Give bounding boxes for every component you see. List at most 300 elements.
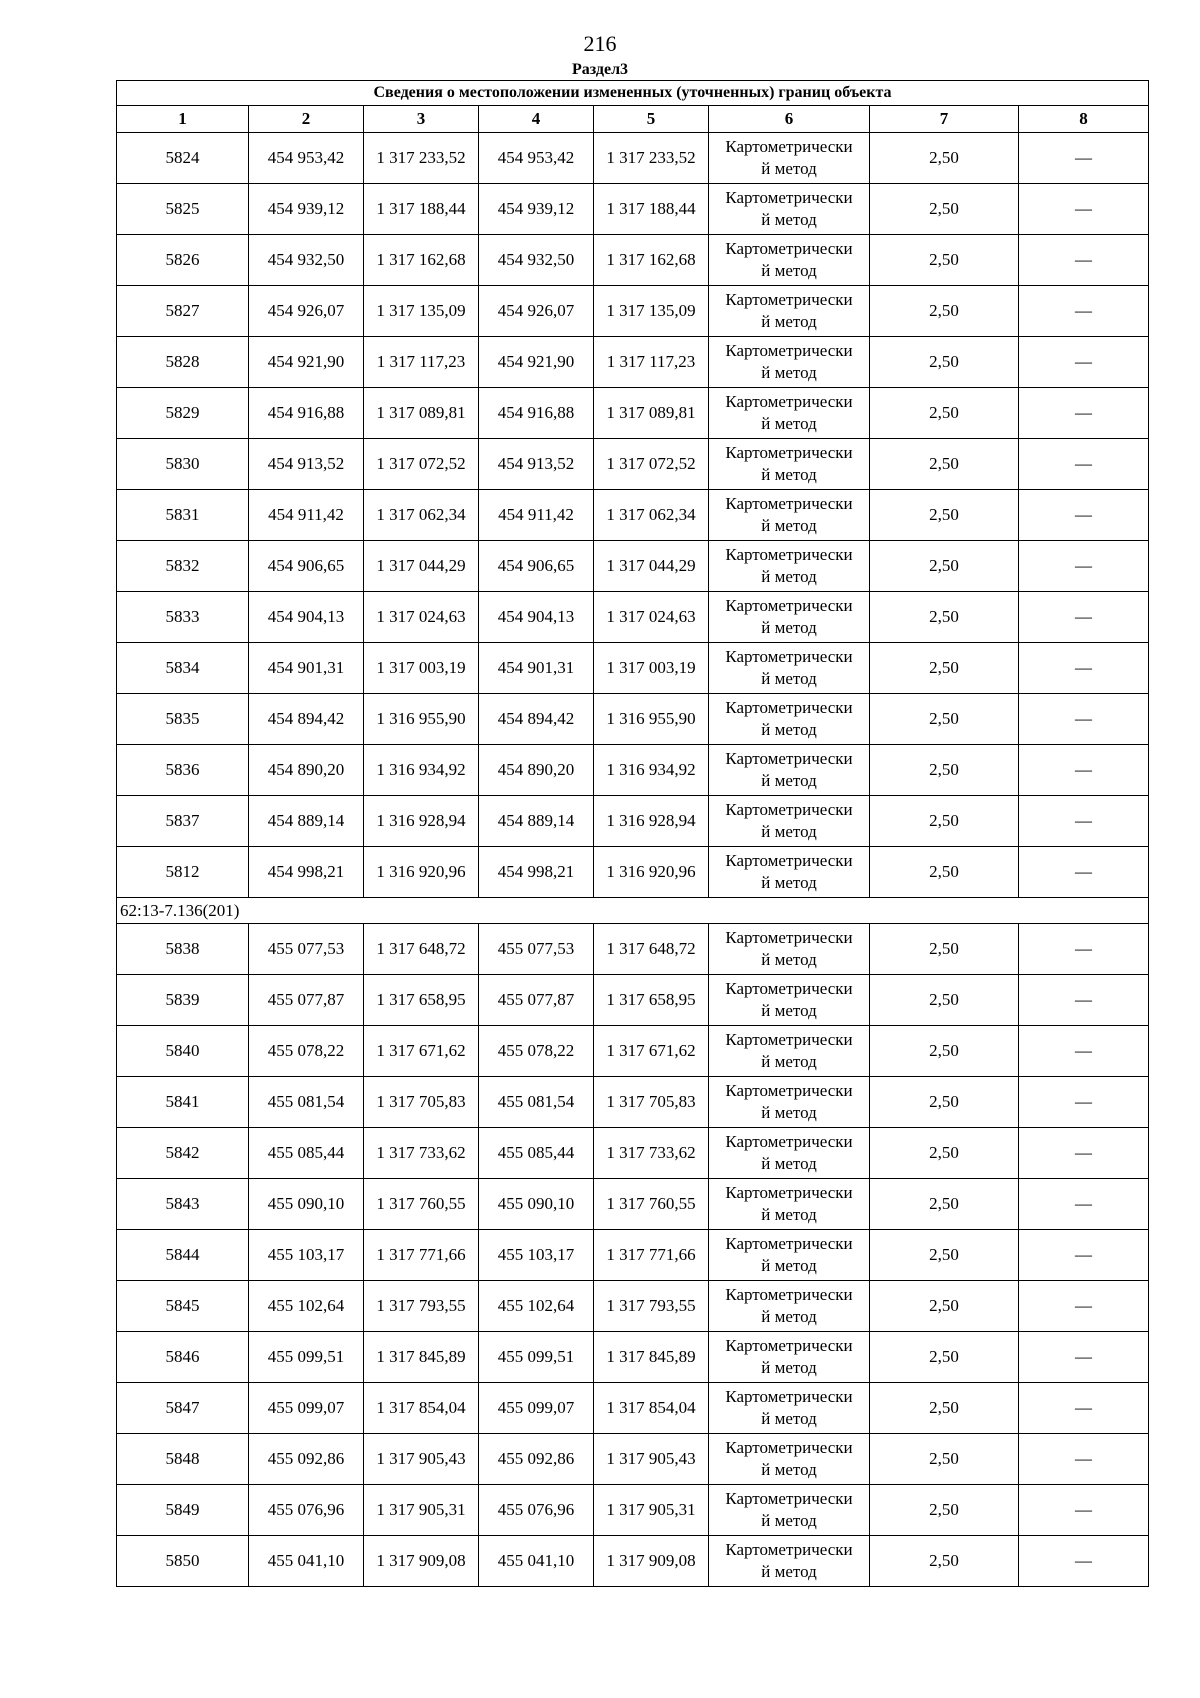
accuracy-cell: 2,50 [870, 490, 1019, 541]
table-row [117, 1281, 1149, 1332]
x-coordinate-cell: 455 077,87 [479, 975, 594, 1026]
x-coordinate-cell: 455 076,96 [249, 1485, 364, 1536]
y-coordinate-cell: 1 317 733,62 [364, 1128, 479, 1179]
point-number-cell: 5831 [117, 490, 249, 541]
point-number-cell: 5848 [117, 1434, 249, 1485]
y-coordinate-cell: 1 316 955,90 [594, 694, 709, 745]
accuracy-cell: 2,50 [870, 796, 1019, 847]
table-row [117, 847, 1149, 898]
empty-value-dash: — [1019, 1128, 1149, 1179]
point-number-cell: 5840 [117, 1026, 249, 1077]
y-coordinate-cell: 1 317 771,66 [364, 1230, 479, 1281]
y-coordinate-cell: 1 317 233,52 [594, 133, 709, 184]
method-cell [709, 1128, 870, 1179]
method-text-line-1: Картометрически [725, 1540, 853, 1559]
x-coordinate-cell: 454 911,42 [249, 490, 364, 541]
method-text-line-1: Картометрически [725, 1387, 853, 1406]
empty-value-dash: — [1019, 133, 1149, 184]
x-coordinate-cell: 454 916,88 [249, 388, 364, 439]
y-coordinate-cell: 1 317 062,34 [364, 490, 479, 541]
y-coordinate-cell: 1 317 003,19 [364, 643, 479, 694]
x-coordinate-cell: 454 901,31 [479, 643, 594, 694]
y-coordinate-cell: 1 317 162,68 [594, 235, 709, 286]
x-coordinate-cell: 455 081,54 [249, 1077, 364, 1128]
point-number-cell: 5824 [117, 133, 249, 184]
table-title: Сведения о местоположении измененных (уточненных) границ объекта [117, 81, 1149, 106]
method-text-line-1: Картометрически [725, 1489, 853, 1508]
y-coordinate-cell: 1 317 671,62 [364, 1026, 479, 1077]
accuracy-cell: 2,50 [870, 694, 1019, 745]
empty-value-dash: — [1019, 1179, 1149, 1230]
point-number-cell: 5842 [117, 1128, 249, 1179]
accuracy-cell: 2,50 [870, 337, 1019, 388]
point-number-cell: 5847 [117, 1383, 249, 1434]
x-coordinate-cell: 454 932,50 [479, 235, 594, 286]
x-coordinate-cell: 454 904,13 [249, 592, 364, 643]
method-text-line-1: Картометрически [725, 392, 853, 411]
y-coordinate-cell: 1 317 909,08 [364, 1536, 479, 1587]
table-row [117, 796, 1149, 847]
empty-value-dash: — [1019, 847, 1149, 898]
section-title: Раздел3 [571, 61, 629, 78]
y-coordinate-cell: 1 316 934,92 [364, 745, 479, 796]
method-cell [709, 745, 870, 796]
x-coordinate-cell: 454 904,13 [479, 592, 594, 643]
point-number-cell: 5839 [117, 975, 249, 1026]
method-cell [709, 184, 870, 235]
y-coordinate-cell: 1 317 671,62 [594, 1026, 709, 1077]
empty-value-dash: — [1019, 592, 1149, 643]
accuracy-cell: 2,50 [870, 439, 1019, 490]
method-text-line-2: й метод [761, 414, 817, 433]
y-coordinate-cell: 1 316 928,94 [364, 796, 479, 847]
empty-value-dash: — [1019, 286, 1149, 337]
empty-value-dash: — [1019, 490, 1149, 541]
table-row [117, 643, 1149, 694]
x-coordinate-cell: 455 041,10 [479, 1536, 594, 1587]
x-coordinate-cell: 455 103,17 [249, 1230, 364, 1281]
point-number-cell: 5827 [117, 286, 249, 337]
method-text-line-1: Картометрически [725, 749, 853, 768]
x-coordinate-cell: 455 099,07 [249, 1383, 364, 1434]
y-coordinate-cell: 1 316 920,96 [364, 847, 479, 898]
method-text-line-1: Картометрически [725, 545, 853, 564]
y-coordinate-cell: 1 317 117,23 [594, 337, 709, 388]
x-coordinate-cell: 455 041,10 [249, 1536, 364, 1587]
method-cell [709, 1383, 870, 1434]
column-number-row [117, 106, 1149, 133]
x-coordinate-cell: 454 916,88 [479, 388, 594, 439]
y-coordinate-cell: 1 317 024,63 [594, 592, 709, 643]
method-cell [709, 1026, 870, 1077]
method-cell [709, 388, 870, 439]
y-coordinate-cell: 1 317 905,31 [364, 1485, 479, 1536]
method-cell [709, 847, 870, 898]
accuracy-cell: 2,50 [870, 286, 1019, 337]
accuracy-cell: 2,50 [870, 1383, 1019, 1434]
table-row [117, 1179, 1149, 1230]
x-coordinate-cell: 454 926,07 [249, 286, 364, 337]
method-text-line-2: й метод [761, 210, 817, 229]
coordinates-table [116, 80, 1149, 1587]
y-coordinate-cell: 1 317 793,55 [364, 1281, 479, 1332]
x-coordinate-cell: 455 090,10 [479, 1179, 594, 1230]
y-coordinate-cell: 1 317 771,66 [594, 1230, 709, 1281]
x-coordinate-cell: 455 103,17 [479, 1230, 594, 1281]
method-text-line-1: Картометрически [725, 851, 853, 870]
point-number-cell: 5850 [117, 1536, 249, 1587]
method-text-line-2: й метод [761, 720, 817, 739]
point-number-cell: 5812 [117, 847, 249, 898]
x-coordinate-cell: 454 889,14 [249, 796, 364, 847]
x-coordinate-cell: 454 932,50 [249, 235, 364, 286]
empty-value-dash: — [1019, 796, 1149, 847]
y-coordinate-cell: 1 317 024,63 [364, 592, 479, 643]
x-coordinate-cell: 455 078,22 [479, 1026, 594, 1077]
y-coordinate-cell: 1 317 733,62 [594, 1128, 709, 1179]
y-coordinate-cell: 1 317 760,55 [594, 1179, 709, 1230]
y-coordinate-cell: 1 317 003,19 [594, 643, 709, 694]
y-coordinate-cell: 1 317 089,81 [364, 388, 479, 439]
y-coordinate-cell: 1 317 705,83 [594, 1077, 709, 1128]
method-cell [709, 975, 870, 1026]
point-number-cell: 5826 [117, 235, 249, 286]
method-cell [709, 1434, 870, 1485]
point-number-cell: 5841 [117, 1077, 249, 1128]
empty-value-dash: — [1019, 1485, 1149, 1536]
method-text-line-1: Картометрически [725, 596, 853, 615]
x-coordinate-cell: 454 911,42 [479, 490, 594, 541]
point-number-cell: 5835 [117, 694, 249, 745]
method-text-line-2: й метод [761, 873, 817, 892]
column-number: 1 [117, 106, 249, 133]
y-coordinate-cell: 1 317 044,29 [594, 541, 709, 592]
y-coordinate-cell: 1 317 854,04 [594, 1383, 709, 1434]
y-coordinate-cell: 1 317 072,52 [594, 439, 709, 490]
x-coordinate-cell: 455 102,64 [479, 1281, 594, 1332]
method-text-line-2: й метод [761, 669, 817, 688]
method-text-line-1: Картометрически [725, 800, 853, 819]
x-coordinate-cell: 454 939,12 [479, 184, 594, 235]
table-row [117, 1026, 1149, 1077]
y-coordinate-cell: 1 317 044,29 [364, 541, 479, 592]
point-number-cell: 5830 [117, 439, 249, 490]
empty-value-dash: — [1019, 643, 1149, 694]
x-coordinate-cell: 454 921,90 [479, 337, 594, 388]
method-text-line-2: й метод [761, 465, 817, 484]
accuracy-cell: 2,50 [870, 592, 1019, 643]
empty-value-dash: — [1019, 1026, 1149, 1077]
accuracy-cell: 2,50 [870, 847, 1019, 898]
group-label-row [117, 898, 1149, 924]
table-title-row [117, 81, 1149, 106]
y-coordinate-cell: 1 317 233,52 [364, 133, 479, 184]
point-number-cell: 5849 [117, 1485, 249, 1536]
accuracy-cell: 2,50 [870, 1128, 1019, 1179]
accuracy-cell: 2,50 [870, 924, 1019, 975]
method-text-line-2: й метод [761, 822, 817, 841]
x-coordinate-cell: 454 894,42 [249, 694, 364, 745]
accuracy-cell: 2,50 [870, 1026, 1019, 1077]
table-row [117, 592, 1149, 643]
method-text-line-1: Картометрически [725, 443, 853, 462]
method-text-line-2: й метод [761, 1562, 817, 1581]
point-number-cell: 5834 [117, 643, 249, 694]
y-coordinate-cell: 1 317 905,43 [364, 1434, 479, 1485]
method-cell [709, 439, 870, 490]
method-cell [709, 286, 870, 337]
point-number-cell: 5833 [117, 592, 249, 643]
method-text-line-1: Картометрически [725, 1336, 853, 1355]
empty-value-dash: — [1019, 975, 1149, 1026]
x-coordinate-cell: 454 913,52 [249, 439, 364, 490]
table-row [117, 1536, 1149, 1587]
y-coordinate-cell: 1 317 760,55 [364, 1179, 479, 1230]
empty-value-dash: — [1019, 1434, 1149, 1485]
y-coordinate-cell: 1 316 955,90 [364, 694, 479, 745]
y-coordinate-cell: 1 317 089,81 [594, 388, 709, 439]
table-row [117, 490, 1149, 541]
empty-value-dash: — [1019, 745, 1149, 796]
accuracy-cell: 2,50 [870, 133, 1019, 184]
table-row [117, 439, 1149, 490]
empty-value-dash: — [1019, 924, 1149, 975]
y-coordinate-cell: 1 317 135,09 [594, 286, 709, 337]
x-coordinate-cell: 455 092,86 [479, 1434, 594, 1485]
method-text-line-1: Картометрически [725, 1438, 853, 1457]
table-row [117, 541, 1149, 592]
y-coordinate-cell: 1 316 920,96 [594, 847, 709, 898]
method-text-line-1: Картометрически [725, 137, 853, 156]
point-number-cell: 5829 [117, 388, 249, 439]
accuracy-cell: 2,50 [870, 541, 1019, 592]
table-row [117, 286, 1149, 337]
method-text-line-1: Картометрически [725, 1132, 853, 1151]
method-text-line-2: й метод [761, 618, 817, 637]
x-coordinate-cell: 455 099,51 [479, 1332, 594, 1383]
accuracy-cell: 2,50 [870, 1434, 1019, 1485]
x-coordinate-cell: 455 077,53 [479, 924, 594, 975]
table-row [117, 1077, 1149, 1128]
empty-value-dash: — [1019, 235, 1149, 286]
point-number-cell: 5844 [117, 1230, 249, 1281]
method-cell [709, 235, 870, 286]
x-coordinate-cell: 454 901,31 [249, 643, 364, 694]
method-cell [709, 133, 870, 184]
x-coordinate-cell: 455 076,96 [479, 1485, 594, 1536]
x-coordinate-cell: 455 085,44 [479, 1128, 594, 1179]
accuracy-cell: 2,50 [870, 1536, 1019, 1587]
x-coordinate-cell: 455 078,22 [249, 1026, 364, 1077]
y-coordinate-cell: 1 317 062,34 [594, 490, 709, 541]
method-text-line-2: й метод [761, 1103, 817, 1122]
method-cell [709, 1230, 870, 1281]
empty-value-dash: — [1019, 388, 1149, 439]
method-text-line-2: й метод [761, 1205, 817, 1224]
y-coordinate-cell: 1 316 928,94 [594, 796, 709, 847]
x-coordinate-cell: 455 085,44 [249, 1128, 364, 1179]
table-row [117, 1128, 1149, 1179]
point-number-cell: 5825 [117, 184, 249, 235]
point-number-cell: 5846 [117, 1332, 249, 1383]
method-cell [709, 541, 870, 592]
method-text-line-1: Картометрически [725, 1081, 853, 1100]
accuracy-cell: 2,50 [870, 1230, 1019, 1281]
x-coordinate-cell: 455 099,51 [249, 1332, 364, 1383]
method-cell [709, 796, 870, 847]
point-number-cell: 5837 [117, 796, 249, 847]
accuracy-cell: 2,50 [870, 388, 1019, 439]
method-text-line-1: Картометрически [725, 341, 853, 360]
method-text-line-2: й метод [761, 1256, 817, 1275]
point-number-cell: 5836 [117, 745, 249, 796]
y-coordinate-cell: 1 317 658,95 [594, 975, 709, 1026]
table-row [117, 184, 1149, 235]
method-cell [709, 337, 870, 388]
method-text-line-2: й метод [761, 159, 817, 178]
table-row [117, 924, 1149, 975]
point-number-cell: 5845 [117, 1281, 249, 1332]
table-body [117, 81, 1149, 1587]
group-label: 62:13-7.136(201) [117, 898, 1149, 924]
method-text-line-1: Картометрически [725, 188, 853, 207]
method-text-line-2: й метод [761, 1511, 817, 1530]
empty-value-dash: — [1019, 1383, 1149, 1434]
method-text-line-1: Картометрически [725, 1030, 853, 1049]
method-text-line-2: й метод [761, 516, 817, 535]
method-text-line-1: Картометрически [725, 698, 853, 717]
x-coordinate-cell: 454 906,65 [249, 541, 364, 592]
method-cell [709, 490, 870, 541]
x-coordinate-cell: 454 894,42 [479, 694, 594, 745]
empty-value-dash: — [1019, 1077, 1149, 1128]
method-text-line-1: Картометрически [725, 290, 853, 309]
column-number: 2 [249, 106, 364, 133]
method-text-line-1: Картометрически [725, 1183, 853, 1202]
x-coordinate-cell: 454 889,14 [479, 796, 594, 847]
empty-value-dash: — [1019, 1536, 1149, 1587]
empty-value-dash: — [1019, 1332, 1149, 1383]
accuracy-cell: 2,50 [870, 235, 1019, 286]
table-row [117, 1485, 1149, 1536]
accuracy-cell: 2,50 [870, 1077, 1019, 1128]
x-coordinate-cell: 454 953,42 [479, 133, 594, 184]
x-coordinate-cell: 455 099,07 [479, 1383, 594, 1434]
empty-value-dash: — [1019, 337, 1149, 388]
x-coordinate-cell: 455 102,64 [249, 1281, 364, 1332]
accuracy-cell: 2,50 [870, 184, 1019, 235]
y-coordinate-cell: 1 317 188,44 [594, 184, 709, 235]
y-coordinate-cell: 1 317 705,83 [364, 1077, 479, 1128]
method-text-line-2: й метод [761, 567, 817, 586]
table-row [117, 694, 1149, 745]
x-coordinate-cell: 454 998,21 [479, 847, 594, 898]
x-coordinate-cell: 455 092,86 [249, 1434, 364, 1485]
method-cell [709, 1332, 870, 1383]
table-row [117, 1230, 1149, 1281]
y-coordinate-cell: 1 317 905,43 [594, 1434, 709, 1485]
y-coordinate-cell: 1 317 162,68 [364, 235, 479, 286]
y-coordinate-cell: 1 317 135,09 [364, 286, 479, 337]
table-row [117, 337, 1149, 388]
y-coordinate-cell: 1 317 845,89 [594, 1332, 709, 1383]
method-text-line-2: й метод [761, 1307, 817, 1326]
column-number: 8 [1019, 106, 1149, 133]
accuracy-cell: 2,50 [870, 1332, 1019, 1383]
column-number: 7 [870, 106, 1019, 133]
method-text-line-1: Картометрически [725, 928, 853, 947]
column-number: 4 [479, 106, 594, 133]
accuracy-cell: 2,50 [870, 745, 1019, 796]
x-coordinate-cell: 454 906,65 [479, 541, 594, 592]
method-text-line-1: Картометрически [725, 647, 853, 666]
empty-value-dash: — [1019, 184, 1149, 235]
column-number: 6 [709, 106, 870, 133]
method-text-line-2: й метод [761, 1052, 817, 1071]
table-row [117, 1332, 1149, 1383]
y-coordinate-cell: 1 317 117,23 [364, 337, 479, 388]
method-text-line-2: й метод [761, 1001, 817, 1020]
y-coordinate-cell: 1 317 905,31 [594, 1485, 709, 1536]
accuracy-cell: 2,50 [870, 1179, 1019, 1230]
y-coordinate-cell: 1 317 793,55 [594, 1281, 709, 1332]
table-row [117, 745, 1149, 796]
y-coordinate-cell: 1 317 188,44 [364, 184, 479, 235]
y-coordinate-cell: 1 317 072,52 [364, 439, 479, 490]
x-coordinate-cell: 454 890,20 [249, 745, 364, 796]
method-text-line-2: й метод [761, 312, 817, 331]
column-number: 3 [364, 106, 479, 133]
empty-value-dash: — [1019, 439, 1149, 490]
x-coordinate-cell: 454 939,12 [249, 184, 364, 235]
x-coordinate-cell: 454 953,42 [249, 133, 364, 184]
empty-value-dash: — [1019, 1281, 1149, 1332]
x-coordinate-cell: 455 077,87 [249, 975, 364, 1026]
method-text-line-2: й метод [761, 1154, 817, 1173]
method-cell [709, 1077, 870, 1128]
y-coordinate-cell: 1 317 854,04 [364, 1383, 479, 1434]
x-coordinate-cell: 454 913,52 [479, 439, 594, 490]
x-coordinate-cell: 455 077,53 [249, 924, 364, 975]
method-cell [709, 1281, 870, 1332]
method-text-line-1: Картометрически [725, 239, 853, 258]
method-text-line-1: Картометрически [725, 1234, 853, 1253]
method-cell [709, 1179, 870, 1230]
accuracy-cell: 2,50 [870, 1485, 1019, 1536]
x-coordinate-cell: 455 090,10 [249, 1179, 364, 1230]
column-number: 5 [594, 106, 709, 133]
table-row [117, 975, 1149, 1026]
method-cell [709, 1485, 870, 1536]
table-row [117, 1434, 1149, 1485]
method-text-line-1: Картометрически [725, 979, 853, 998]
x-coordinate-cell: 454 998,21 [249, 847, 364, 898]
accuracy-cell: 2,50 [870, 643, 1019, 694]
method-text-line-1: Картометрически [725, 494, 853, 513]
method-text-line-2: й метод [761, 1409, 817, 1428]
point-number-cell: 5838 [117, 924, 249, 975]
method-text-line-1: Картометрически [725, 1285, 853, 1304]
y-coordinate-cell: 1 317 845,89 [364, 1332, 479, 1383]
accuracy-cell: 2,50 [870, 1281, 1019, 1332]
x-coordinate-cell: 454 890,20 [479, 745, 594, 796]
table-row [117, 388, 1149, 439]
point-number-cell: 5832 [117, 541, 249, 592]
point-number-cell: 5843 [117, 1179, 249, 1230]
method-text-line-2: й метод [761, 1460, 817, 1479]
y-coordinate-cell: 1 317 909,08 [594, 1536, 709, 1587]
method-text-line-2: й метод [761, 771, 817, 790]
